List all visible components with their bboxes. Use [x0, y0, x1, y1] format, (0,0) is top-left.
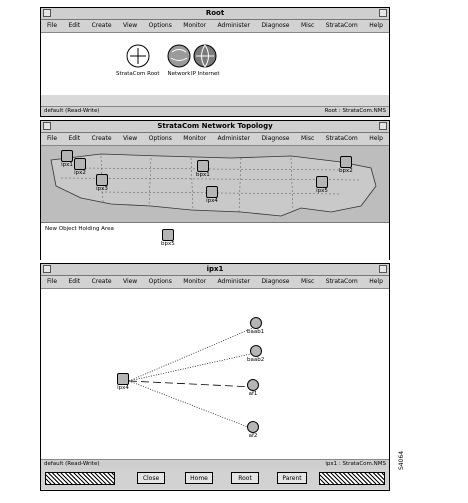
detail-menubar	[41, 276, 389, 289]
detail-window	[40, 263, 390, 491]
root-window-titlebar[interactable]	[41, 8, 389, 20]
root-menubar	[41, 20, 389, 33]
endpoint-icon	[250, 345, 262, 357]
node-ip-internet[interactable]	[191, 43, 220, 77]
detail-window-titlebar[interactable]	[41, 264, 389, 276]
minimize-icon[interactable]	[379, 122, 387, 130]
menu-administer[interactable]: Administer	[217, 22, 250, 29]
connection-lines	[41, 289, 389, 459]
node-ipx2[interactable]: ipx2	[74, 158, 86, 176]
status-left: default (Read-Write)	[44, 108, 100, 114]
detail-statusbar	[41, 459, 389, 469]
menu-file[interactable]: File	[47, 22, 58, 29]
endpoint-icon	[250, 317, 262, 329]
menu-edit[interactable]: Edit	[68, 22, 81, 29]
menu-monitor[interactable]: Monitor	[183, 135, 207, 142]
menu-options[interactable]: Options	[148, 22, 172, 29]
detail-map-pane[interactable]	[41, 289, 389, 459]
topology-menubar	[41, 133, 389, 146]
node-bpx1[interactable]: bpx1	[196, 160, 210, 178]
status-right: ipx1 : StrataCom.NMS	[325, 461, 386, 467]
parent-button[interactable]: Parent	[277, 472, 307, 484]
node-baab2[interactable]: baab2	[247, 345, 264, 363]
menu-create[interactable]: Create	[91, 135, 112, 142]
topology-window-titlebar[interactable]	[41, 121, 389, 133]
link-af1	[129, 381, 253, 387]
menu-diagnose[interactable]: Diagnose	[261, 278, 290, 285]
window-menu-icon[interactable]	[43, 9, 51, 17]
node-label: IP Internet	[191, 71, 220, 77]
menu-administer[interactable]: Administer	[217, 135, 250, 142]
switch-icon	[74, 158, 86, 170]
status-right: Root : StrataCom.NMS	[324, 108, 386, 114]
node-label: StrataCom Root	[116, 71, 160, 77]
holding-area-label: New Object Holding Area	[45, 226, 114, 232]
detail-button-bar	[41, 469, 389, 489]
switch-icon	[340, 156, 352, 168]
node-ipx4[interactable]: ipx4	[206, 186, 218, 204]
topology-window	[40, 120, 390, 260]
menu-create[interactable]: Create	[91, 22, 112, 29]
link-baab2	[129, 353, 255, 381]
topology-map-pane[interactable]	[41, 146, 389, 222]
holding-area[interactable]	[41, 222, 389, 261]
menu-stratacom[interactable]: StrataCom	[325, 278, 358, 285]
globe-icon	[166, 43, 192, 69]
minimize-icon[interactable]	[379, 265, 387, 273]
menu-diagnose[interactable]: Diagnose	[261, 135, 290, 142]
menu-view[interactable]: View	[122, 278, 138, 285]
link-af2	[129, 381, 253, 429]
menu-help[interactable]: Help	[369, 278, 383, 285]
menu-diagnose[interactable]: Diagnose	[261, 22, 290, 29]
menu-options[interactable]: Options	[148, 135, 172, 142]
menu-edit[interactable]: Edit	[68, 278, 81, 285]
node-bpx2[interactable]: bpx2	[339, 156, 353, 174]
home-button[interactable]: Home	[185, 472, 213, 484]
window-menu-icon[interactable]	[43, 122, 51, 130]
menu-help[interactable]: Help	[369, 22, 383, 29]
menu-stratacom[interactable]: StrataCom	[325, 22, 358, 29]
menu-file[interactable]: File	[47, 278, 58, 285]
node-ipx4-center[interactable]: ipx4	[117, 373, 129, 391]
node-bpx5[interactable]: bpx5	[161, 229, 175, 247]
menu-file[interactable]: File	[47, 135, 58, 142]
switch-icon	[206, 186, 218, 198]
node-ipx3[interactable]: ipx3	[96, 174, 108, 192]
root-window-title: Root	[205, 9, 225, 17]
figure-code: S4064	[398, 450, 405, 470]
menu-help[interactable]: Help	[369, 135, 383, 142]
node-baab1[interactable]: baab1	[247, 317, 264, 335]
node-label: Network	[167, 71, 191, 77]
switch-icon	[162, 229, 174, 241]
menu-monitor[interactable]: Monitor	[183, 22, 207, 29]
menu-edit[interactable]: Edit	[68, 135, 81, 142]
close-button[interactable]: Close	[137, 472, 165, 484]
root-map-pane[interactable]	[41, 33, 389, 95]
topology-window-title: StrataCom Network Topology	[157, 122, 273, 130]
node-af2[interactable]: af2	[247, 421, 259, 439]
menu-stratacom[interactable]: StrataCom	[325, 135, 358, 142]
navigation-panel-right	[319, 472, 385, 485]
node-stratacom-root[interactable]	[116, 43, 160, 77]
root-window	[40, 7, 390, 117]
menu-create[interactable]: Create	[91, 278, 112, 285]
root-button[interactable]: Root	[231, 472, 259, 484]
menu-misc[interactable]: Misc	[300, 135, 315, 142]
menu-view[interactable]: View	[122, 22, 138, 29]
switch-icon	[96, 174, 108, 186]
status-left: default (Read-Write)	[44, 461, 100, 467]
menu-misc[interactable]: Misc	[300, 22, 315, 29]
link-baab1	[129, 327, 255, 381]
menu-misc[interactable]: Misc	[300, 278, 315, 285]
minimize-icon[interactable]	[379, 9, 387, 17]
switch-icon	[316, 176, 328, 188]
switch-icon	[197, 160, 209, 172]
node-network[interactable]	[166, 43, 192, 77]
switch-icon	[117, 373, 129, 385]
node-af1[interactable]: af1	[247, 379, 259, 397]
window-menu-icon[interactable]	[43, 265, 51, 273]
menu-administer[interactable]: Administer	[217, 278, 250, 285]
menu-view[interactable]: View	[122, 135, 138, 142]
detail-window-title: ipx1	[206, 265, 224, 273]
endpoint-icon	[247, 421, 259, 433]
root-statusbar	[41, 106, 389, 116]
node-ipx1[interactable]: ipx1	[61, 150, 73, 168]
menu-options[interactable]: Options	[148, 278, 172, 285]
node-ipx5[interactable]: ipx5	[316, 176, 328, 194]
us-map-background	[41, 146, 389, 222]
switch-icon	[61, 150, 73, 162]
menu-monitor[interactable]: Monitor	[183, 278, 207, 285]
network-cloud-icon	[125, 43, 151, 69]
globe-icon	[192, 43, 218, 69]
navigation-panel-left	[45, 472, 115, 485]
endpoint-icon	[247, 379, 259, 391]
